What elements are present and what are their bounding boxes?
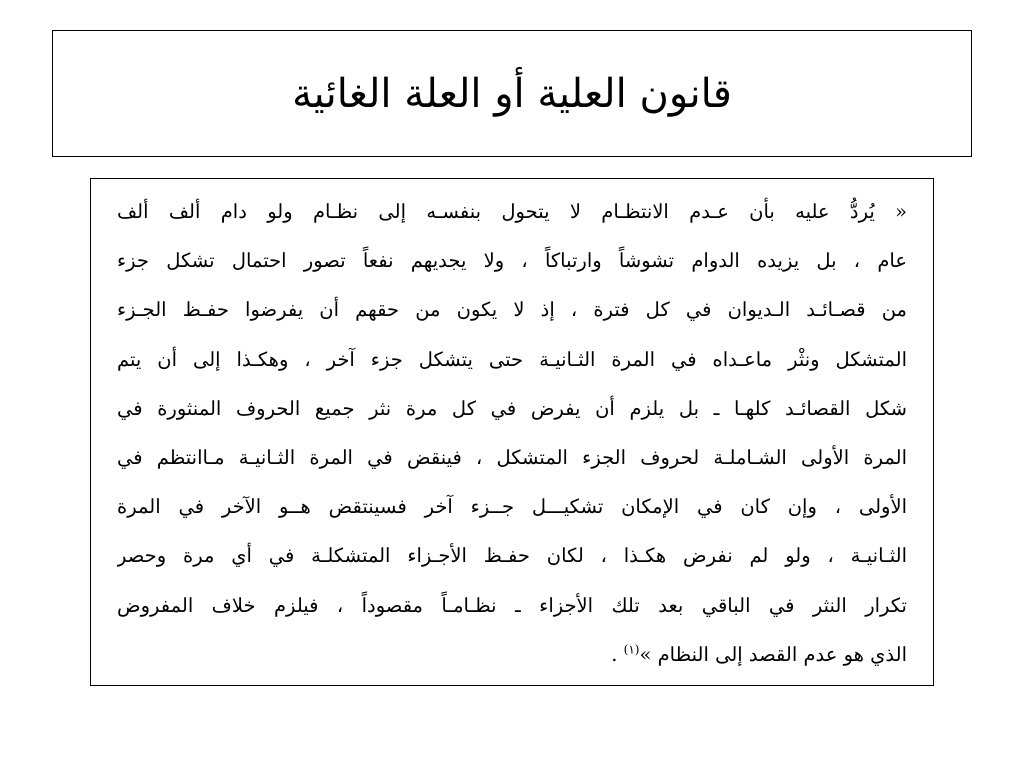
passage-line: الثـانيـة ، ولو لم نفرض هكـذا ، لكان حفـظ الأجـزاء المتشكلـة في أي مرة وحصر: [117, 544, 907, 568]
passage-line: شكل القصائـد كلهـا ـ بل يلزم أن يفرض في كل مرة نثر جميع الحروف المنثورة في: [117, 396, 907, 420]
title-box: [52, 30, 972, 157]
passage-last-line: [117, 630, 907, 679]
passage-line: « يُردُّ عليه بأن عـدم الانتظـام لا يتحول بنفسـه إلى نظـام ولو دام ألف ألف: [117, 200, 907, 223]
slide-title: قانون العلية أو العلة الغائية: [292, 70, 732, 117]
passage-line: المرة الأولى الشـاملـة لحروف الجزء المتشكل ، فينقض في المرة الثـانيـة مـاانتظم في: [117, 445, 907, 469]
passage-box: [90, 178, 934, 686]
footnote-marker: (١): [623, 642, 640, 657]
passage-line: من قصـائـد الـديوان في كل فترة ، إذ لا يكون من حقهم أن يفرضوا حفـظ الجـزء: [117, 298, 907, 322]
passage-line: الذي هو عدم القصد إلى النظام »: [639, 642, 907, 666]
passage-line: المتشكل ونثْر ماعـداه في المرة الثـانيـة حتى يتشكل جزء آخر ، وهكـذا إلى أن يتم: [117, 347, 907, 371]
passage-line: عام ، بل يزيده الدوام تشوشاً وارتباكاً ، ولا يجديهم نفعاً تصور احتمال تشكل جزء: [117, 249, 907, 273]
passage-line: الأولى ، وإن كان في الإمكان تشكيـــل جــزء آخر فسينتقض هــو الآخر في المرة: [117, 495, 907, 519]
end-period: .: [611, 642, 618, 666]
passage-line: تكرار النثر في الباقي بعد تلك الأجزاء ـ نظـامـاً مقصوداً ، فيلزم خلاف المفروض: [117, 593, 907, 617]
